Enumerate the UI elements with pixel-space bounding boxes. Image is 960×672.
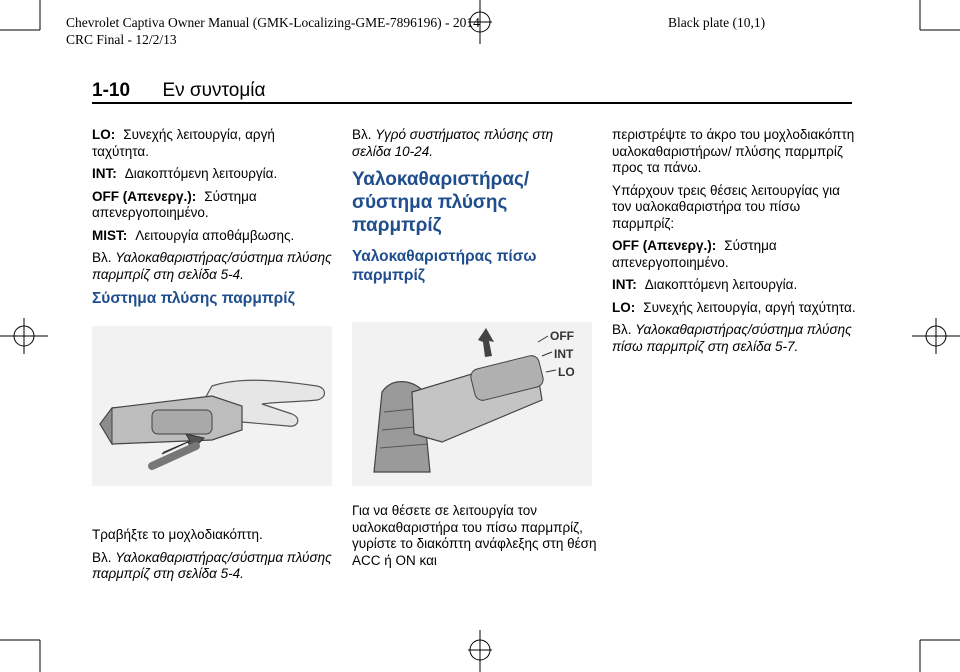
- plate-line-2: CRC Final - 12/2/13: [66, 32, 177, 47]
- page-title: [92, 80, 266, 102]
- cross-reference: Βλ. Υαλοκαθαριστήρας/σύστημα πλύσης πίσω παρμπρίζ στη σελίδα 5-7.: [612, 322, 852, 354]
- cross-reference: Βλ. Υγρό συστήματος πλύσης στη σελίδα 10-24.: [352, 127, 554, 159]
- label-lo: LO: [558, 365, 575, 379]
- column-1-caption: [92, 527, 342, 589]
- off-item: OFF (Απενεργ.): Σύστημα απενεργοποιημένο.: [92, 188, 257, 220]
- plate-right: Black plate (10,1): [668, 15, 766, 30]
- caption-text: Τραβήξτε το μοχλοδιακόπτη.: [92, 527, 263, 542]
- int-item: INT: Διακοπτόμενη λειτουργία.: [92, 166, 278, 181]
- section-heading-wiper: Υαλοκαθαριστήρας/ σύστημα πλύσης παρμπρίζ: [352, 169, 530, 236]
- off-item: OFF (Απενεργ.): Σύστημα απενεργοποιημένο.: [612, 238, 777, 270]
- int-item: INT: Διακοπτόμενη λειτουργία.: [612, 277, 798, 292]
- cross-reference: Βλ. Υαλοκαθαριστήρας/σύστημα πλύσης παρμπρίζ στη σελίδα 5-4.: [92, 250, 332, 282]
- plate-info: [66, 14, 480, 48]
- section-heading-washer: Σύστημα πλύσης παρμπρίζ: [92, 290, 295, 307]
- lo-item: LO: Συνεχής λειτουργία, αργή ταχύτητα.: [92, 127, 275, 159]
- label-off: OFF: [550, 329, 574, 343]
- figure-rear-wiper: [352, 322, 592, 486]
- figure-lever-pull: [92, 326, 332, 486]
- caption-text: Για να θέσετε σε λειτουργία τον υαλοκαθαριστήρα του πίσω παρμπρίζ, γυρίστε το διακόπτη ανάφλεξης στη θέση ACC ή ON και: [352, 503, 597, 568]
- column-2-caption: [352, 503, 602, 575]
- intro-text: περιστρέψτε το άκρο του μοχλοδιακόπτη υαλοκαθαριστήρων/ πλύσης παρμπρίζ προς τα πάνω.: [612, 127, 855, 175]
- positions-text: Υπάρχουν τρεις θέσεις λειτουργίας για τον υαλοκαθαριστήρα του πίσω παρμπρίζ:: [612, 182, 840, 231]
- section-title: Εν συντομία: [162, 80, 266, 101]
- column-3: [612, 127, 857, 361]
- mist-item: MIST: Λειτουργία αποθάμβωσης.: [92, 227, 295, 243]
- caption-reference: Βλ. Υαλοκαθαριστήρας/σύστημα πλύσης παρμπρίζ στη σελίδα 5-4.: [92, 549, 332, 581]
- plate-line-1: Chevrolet Captiva Owner Manual (GMK-Localizing-GME-7896196) - 2014: [66, 15, 480, 30]
- label-int: INT: [554, 347, 574, 361]
- subheading-rear-wiper: Υαλοκαθαριστήρας πίσω παρμπρίζ: [352, 248, 537, 284]
- column-2: [352, 127, 592, 285]
- page-number: 1-10: [92, 80, 131, 101]
- lo-item: LO: Συνεχής λειτουργία, αργή ταχύτητα.: [612, 299, 856, 315]
- column-1: [92, 127, 332, 314]
- title-rule: [92, 102, 852, 104]
